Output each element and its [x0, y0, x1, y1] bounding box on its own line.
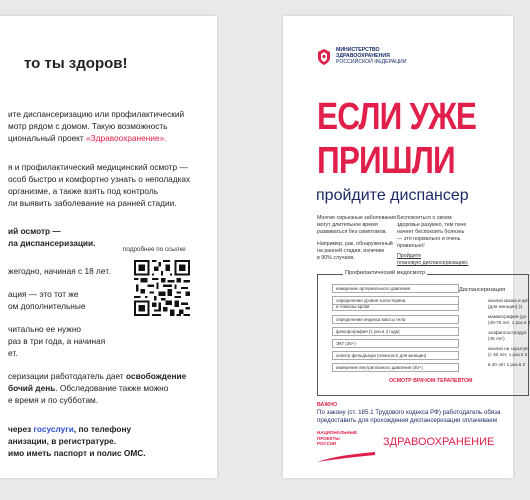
text-line: плановую диспансеризацию.: [397, 260, 469, 266]
notice-line: По закону (ст. 185.1 Трудового кодекса РФ) работодатель обяза: [317, 409, 501, 416]
national-projects-logo: [317, 430, 357, 447]
text-line: ите диспансеризацию или профилактический: [8, 109, 185, 119]
dispanser-row: анализ на скрытую: [488, 346, 529, 351]
text-line: [8, 133, 167, 144]
text-line: здоровье разумно, тем паче: [397, 222, 467, 228]
qr-code[interactable]: [134, 260, 190, 316]
text-span: серизации работодатель дает: [8, 371, 126, 381]
text-line: Например, рак, обнаруженный: [317, 241, 393, 247]
checkup-row: и глюкозы крови: [332, 303, 459, 311]
dispanser-title: Диспансеризация: [459, 287, 506, 293]
text-line: я и профилактический медицинский осмотр —: [8, 162, 188, 172]
text-line: на ранней стадии, излечим: [317, 248, 384, 254]
text-line: читально ее нужно: [8, 324, 82, 334]
ministry-emblem-icon: [317, 49, 331, 65]
text-span: бочий день: [8, 383, 56, 393]
text-line: в 90% случаев.: [317, 255, 355, 261]
text-line: ом дополнительные: [8, 301, 86, 311]
leaflet-heading: то ты здоров!: [24, 55, 128, 72]
text-span: , по телефону: [73, 424, 132, 434]
text-line: особ быстро и комфортно узнать о неполадках: [8, 174, 191, 184]
text-line: правильно!: [397, 243, 425, 249]
text-span: через: [8, 424, 34, 434]
left-leaflet: [0, 16, 217, 478]
project-link[interactable]: «Здравоохранение».: [86, 133, 167, 143]
dispanser-row: (45 лет): [488, 336, 505, 341]
text-line: Беспокоиться о своем: [397, 215, 452, 221]
text-line: ли выявить заболевание на ранней стадии.: [8, 198, 177, 208]
headline-subline: пройдите диспансер: [316, 187, 469, 204]
text-line: е время и по субботам.: [8, 395, 99, 405]
dispanser-row: (с 40 лет, 1 раз в 2: [488, 352, 528, 357]
checkup-row: определение индекса массы тела: [332, 315, 459, 324]
checkup-row: измерение артериального давления: [332, 284, 459, 293]
project-line: НАЦИОНАЛЬНЫЕ: [317, 430, 358, 435]
text-line: [8, 424, 131, 435]
text-span: . Обследование также можно: [55, 383, 169, 393]
text-line: могут длительное время: [317, 222, 378, 228]
dispanser-row: анализ мазка и цит: [488, 298, 530, 303]
notice-line: предоставить для прохождения диспансеризации оплачиваем: [317, 417, 497, 424]
text-line: Пройдите: [397, 253, 422, 259]
text-line: раз в три года, а начиная: [8, 336, 106, 346]
text-line: ла диспансеризации.: [8, 238, 96, 248]
text-line: начнет беспокоить болезнь: [397, 229, 465, 235]
ministry-name: [336, 47, 407, 65]
headline-line-2: ПРИШЛИ: [317, 140, 455, 182]
text-line: [8, 371, 186, 382]
checkup-row: флюорография (1 раз в 2 года): [332, 327, 459, 336]
text-line: жегодно, начиная с 18 лет.: [8, 266, 111, 276]
checkup-row: осмотр фельдшера (гинеколог для женщин): [332, 351, 459, 360]
text-line: организме, а также взять под контроль: [8, 186, 159, 196]
dispanser-row: (40-75 лет, 1 раз в 2: [488, 320, 530, 325]
text-line: развиваться без симптомов.: [317, 229, 387, 235]
ministry-line: РОССИЙСКОЙ ФЕДЕРАЦИИ: [336, 59, 407, 65]
dispanser-row: (для женщин) (1: [488, 304, 523, 309]
dispanser-row: эзофагогастродуо: [488, 330, 527, 335]
text-line: мотр рядом с домом. Такую возможность: [8, 121, 168, 131]
ministry-line: МИНИСТЕРСТВО: [336, 47, 380, 53]
project-line: РОССИИ: [317, 441, 337, 446]
therapist-label: ОСМОТР ВРАЧОМ-ТЕРАПЕВТОМ: [389, 378, 473, 384]
project-line: ПРОЕКТЫ: [317, 435, 340, 441]
text-line: анизации, в регистратуре.: [8, 436, 117, 446]
notice-title: ВАЖНО: [317, 402, 338, 408]
national-projects-swoosh-icon: [317, 452, 375, 462]
medosmotr-title: Профилактический медосмотр: [345, 270, 426, 276]
checkup-row: ЭКГ (35+): [332, 339, 459, 348]
text-line: ет.: [8, 348, 18, 358]
text-line: — это нормально и очень: [397, 236, 461, 242]
headline-line-1: ЕСЛИ УЖЕ: [317, 96, 477, 138]
text-line: [8, 383, 168, 394]
ministry-line: ЗДРАВООХРАНЕНИЯ: [336, 53, 390, 59]
dispanser-row: маммография (дл: [488, 314, 527, 319]
checkup-row: определение уровня холестерина: [332, 296, 459, 305]
text-span: освобождение: [126, 371, 187, 381]
gosuslugi-link[interactable]: госуслуги: [33, 424, 74, 434]
brand-name: ЗДРАВООХРАНЕНИЕ: [383, 436, 495, 448]
checkup-row: измерение внутриглазного давления (40+): [332, 363, 459, 372]
text-line: имо иметь паспорт и полис ОМС.: [8, 448, 146, 458]
text-line: Многие серьезные заболевания: [317, 215, 397, 221]
right-poster: [283, 16, 530, 478]
dispanser-row: в 40 лет 1 раз в 2: [488, 362, 526, 367]
text-span: циональный проект: [8, 133, 87, 143]
qr-caption: подробнее по ссылке: [123, 246, 186, 253]
text-line: ация — это тот же: [8, 289, 79, 299]
text-line: ий осмотр —: [8, 226, 61, 236]
